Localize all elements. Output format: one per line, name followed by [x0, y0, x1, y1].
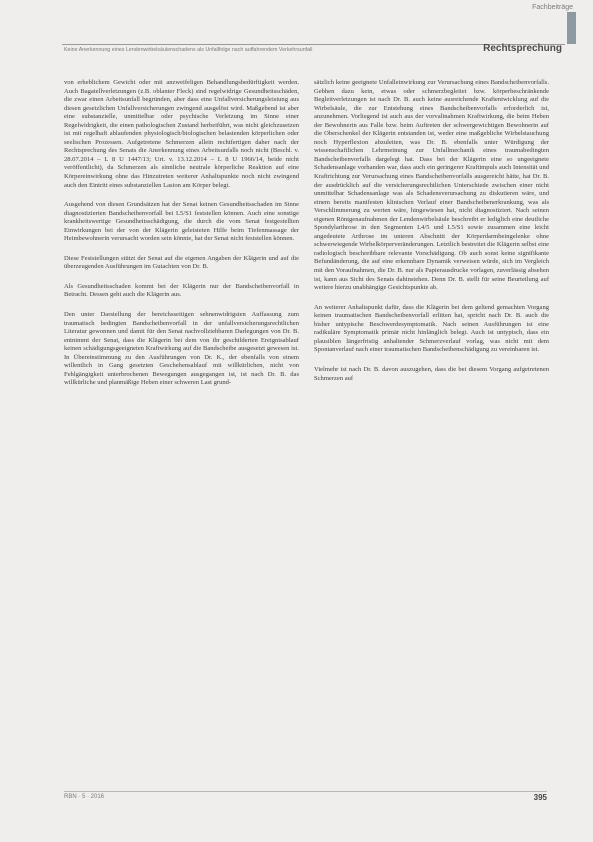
paragraph: Den unter Darstellung der bereichsseitigen sehnenwidrigsten Auffassung zum traumatisch bedingten Bandscheibenvorfall in der unfallversicherungsrechtlichen Literatur gewonnen und damit für den Senat nachvollziehbaren Darlegungen von Dr. B. entnimmt der Senat, dass die Klägerin bei dem von ihr geschilderten Ereignisablauf keinen schädigungsgeeigneten Kraftwirkung auf die Bandscheibe ausgesetzt gewesen ist. In Übereinstimmung zu den Ausführungen von Dr. K., der ebenfalls von einem willentlich in Gang gesetzten Geschehensablauf mit willkürlichen, nicht von Fehlgängigkeit unterbrochenen Bewegungen ausgegangen ist, ist nach Dr. B. das willkürliche und planmäßige Heben einer schweren Last grund- [64, 311, 299, 387]
paragraph: Diese Feststellungen stützt der Senat auf die eigenen Angaben der Klägerin und auf die überzeugenden Ausführungen im Gutachten von Dr. B. [64, 254, 299, 271]
paragraph: Vielmehr ist nach Dr. B. davon auszugehen, dass die bei diesem Vorgang aufgetretenen Schmerzen auf [314, 365, 549, 382]
paragraph: Ausgehend von diesen Grundsätzen hat der Senat keinen Gesundheitsschaden im Sinne diagnostizierten Bandscheibenvorfall bei L5/S1 feststellen können. Auch eine sonstige krankheitswertige Gesundheitsschädigung, die durch die vom Senat festgestellten Einwirkungen bei der von der Klägerin geleisteten Hilfe beim Tiefenmassage der Heimbewohnerin verursacht worden sein könnte, hat der Senat nicht feststellen können. [64, 201, 299, 243]
journal-reference: RBN · 5 · 2016 [64, 794, 105, 800]
header-subline: Keine Anerkennung eines Lendenwirbelsäulenschadens als Unfallfolge nach auffahrendem Verkehrsunfall [64, 47, 313, 53]
paragraph: Als Gesundheitsschaden kommt bei der Klägerin nur der Bandscheibenvorfall in Betracht. Dessen geht auch die Klägerin aus. [64, 282, 299, 299]
right-column [314, 79, 549, 394]
header-title: Rechtsprechung [483, 43, 562, 54]
page-number: 395 [533, 793, 547, 802]
paragraph: von erheblichem Gewicht oder mit anzweifeligen Behandlungsbedürftigkeit werden. Auch Bagatellverletzungen (z.B. oblanter Fleck) sind regelwidrige Gesundheitsschäden, die zwar einen Arbeitsunfall begründen, aber dass eine Unfallversicherungsleistung aus diesen gesetzlichen Unfallversicherungen zwingend ausgelöst wird. Maßgebend ist aber eine substanzielle, unmittelbar oder psychische Verletzung im Sinne einer Regelwidrigkeit, die einen pathologischen Zustand herbeiführt, was nicht gleichzusetzen ist mit regelhaft ablaufenden physiologisch/biologischen belastenden körperlichen oder seelischen Prozessen. Aufgetretene Schmerzen allein rechtfertigen daher nach der Rechtsprechung des Senats die Anerkennung eines Arbeitsunfalls noch nicht (Beschl. v. 28.07.2014 – L 8 U 1447/13; Urt. v. 13.12.2014 – L 8 U 1966/14, beide nicht veröffentlicht), da Schmerzen als sinnliche neutrale körperliche Reaktion auf eine Körpereinwirkung ohne das Hinzutreten weiterer Anhaltspunkte noch nicht zwingend auch den Eintritt eines substanziellen Lasion am Körper belegt. [64, 79, 299, 189]
paragraph: An weiterer Anhaltspunkt dafür, dass die Klägerin bei dem geltend gemachten Vorgang keinen traumatischen Bandscheibenvorfall erlitten hat, spricht nach Dr. B. auch die bisher untypische Beschwerdesymptomatik. Nach seinen Ausführungen ist eine radikuläre Symptomatik primär nicht hinlänglich belegt. Auch ist untypisch, dass ein plausiblen längerfristig anhaltender Schmerzverlauf vorlag, was nicht mit dem Spontanverlauf nach einer traumatischen Bandscheibenschädigung zu vereinbaren ist. [314, 303, 549, 354]
paragraph: sätzlich keine geeignete Unfalleinwirkung zur Verursachung eines Bandscheibenvorfalls. Gebhen dazu kein, etwas oder schmerzbegleitet bzw. körperbeschränkende Begleitverletzungen ist nach Dr. B. auch keine ausreichende Kraftentwicklung auf die Wirbelsäule, die zur Entstehung eines Bandscheibenvorfalls erforderlich ist, anzunehmen. Vorliegend ist auch aus der vorvalinahmen Kraftwirkung, die beim Heben der Bewohnerin aus Falle bzw. beim Auftreten der schwergewichtigen Bewohnerin auf die Oberschenkel der Klägerin entstanden ist, weder eine maßgebliche Wirbelstauchung noch Hyperflexion abzuleiten, was Dr. B. ebenfalls unter Würdigung der wissenschaftlichen Lehrmeinung zur Unfallmechanik eines traumabedingten Bandscheibenvorfalls dargelegt hat. Dass bei der Klägerin eine so ungeeignete Schadensanlage vorhanden war, dass auch ein geringerer Kraftimpuls auch Intensität und Kraftrichtung zur Verursachung eines Bandscheibenvorfalls ausgereicht hätte, hat Dr. B. der ausdrücklich auf die versicherungsrechtlichen Unterschiede zwischen einer nicht unmittelbar Schadensanlage was als Schadensverursachung zu diskutieren wäre, und einem bereits manifesten klinischen Verlauf einer Bandscheibenerkrankung, was als Verschlimmerung zu werten wäre, hingewiesen hat, nicht diagnostiziert. Nach seinen eigenen Röntgenaufnahmen der Lendenwirbelsäule beschreibt er lediglich eine deutliche Spondylarthrose in den Segmenten L4/5 und L5/S1 sowie zusammen eine leicht angedeutete Arthrose im unteren Abschnitt der Körperdarmbeingelenke ohne schwerwiegende Wirbelkörperveränderungen. Letztlich bestreitet die Klägerin selbst eine radiologisch beschreibbare relevante Vorschädigung. Ob auch sonst keine signifikante Befundänderung, die auf eine erkennbare Dynamik verweisen würde, sich im Vergleich mit den Voraufnahmen, die Dr. B. nur als Papierausdrucke vorlagen, zuverlässig absehen ist, kann aus Sicht des Senats dahinstehen. Denn Dr. B. stellt für seine Beurteilung auf weitere hierzu unabhängige Gesichtspunkte ab. [314, 79, 549, 292]
footer-rule [64, 791, 547, 792]
left-column [64, 79, 299, 399]
section-tag: Fachbeiträge [532, 4, 573, 11]
section-color-marker [567, 12, 576, 44]
